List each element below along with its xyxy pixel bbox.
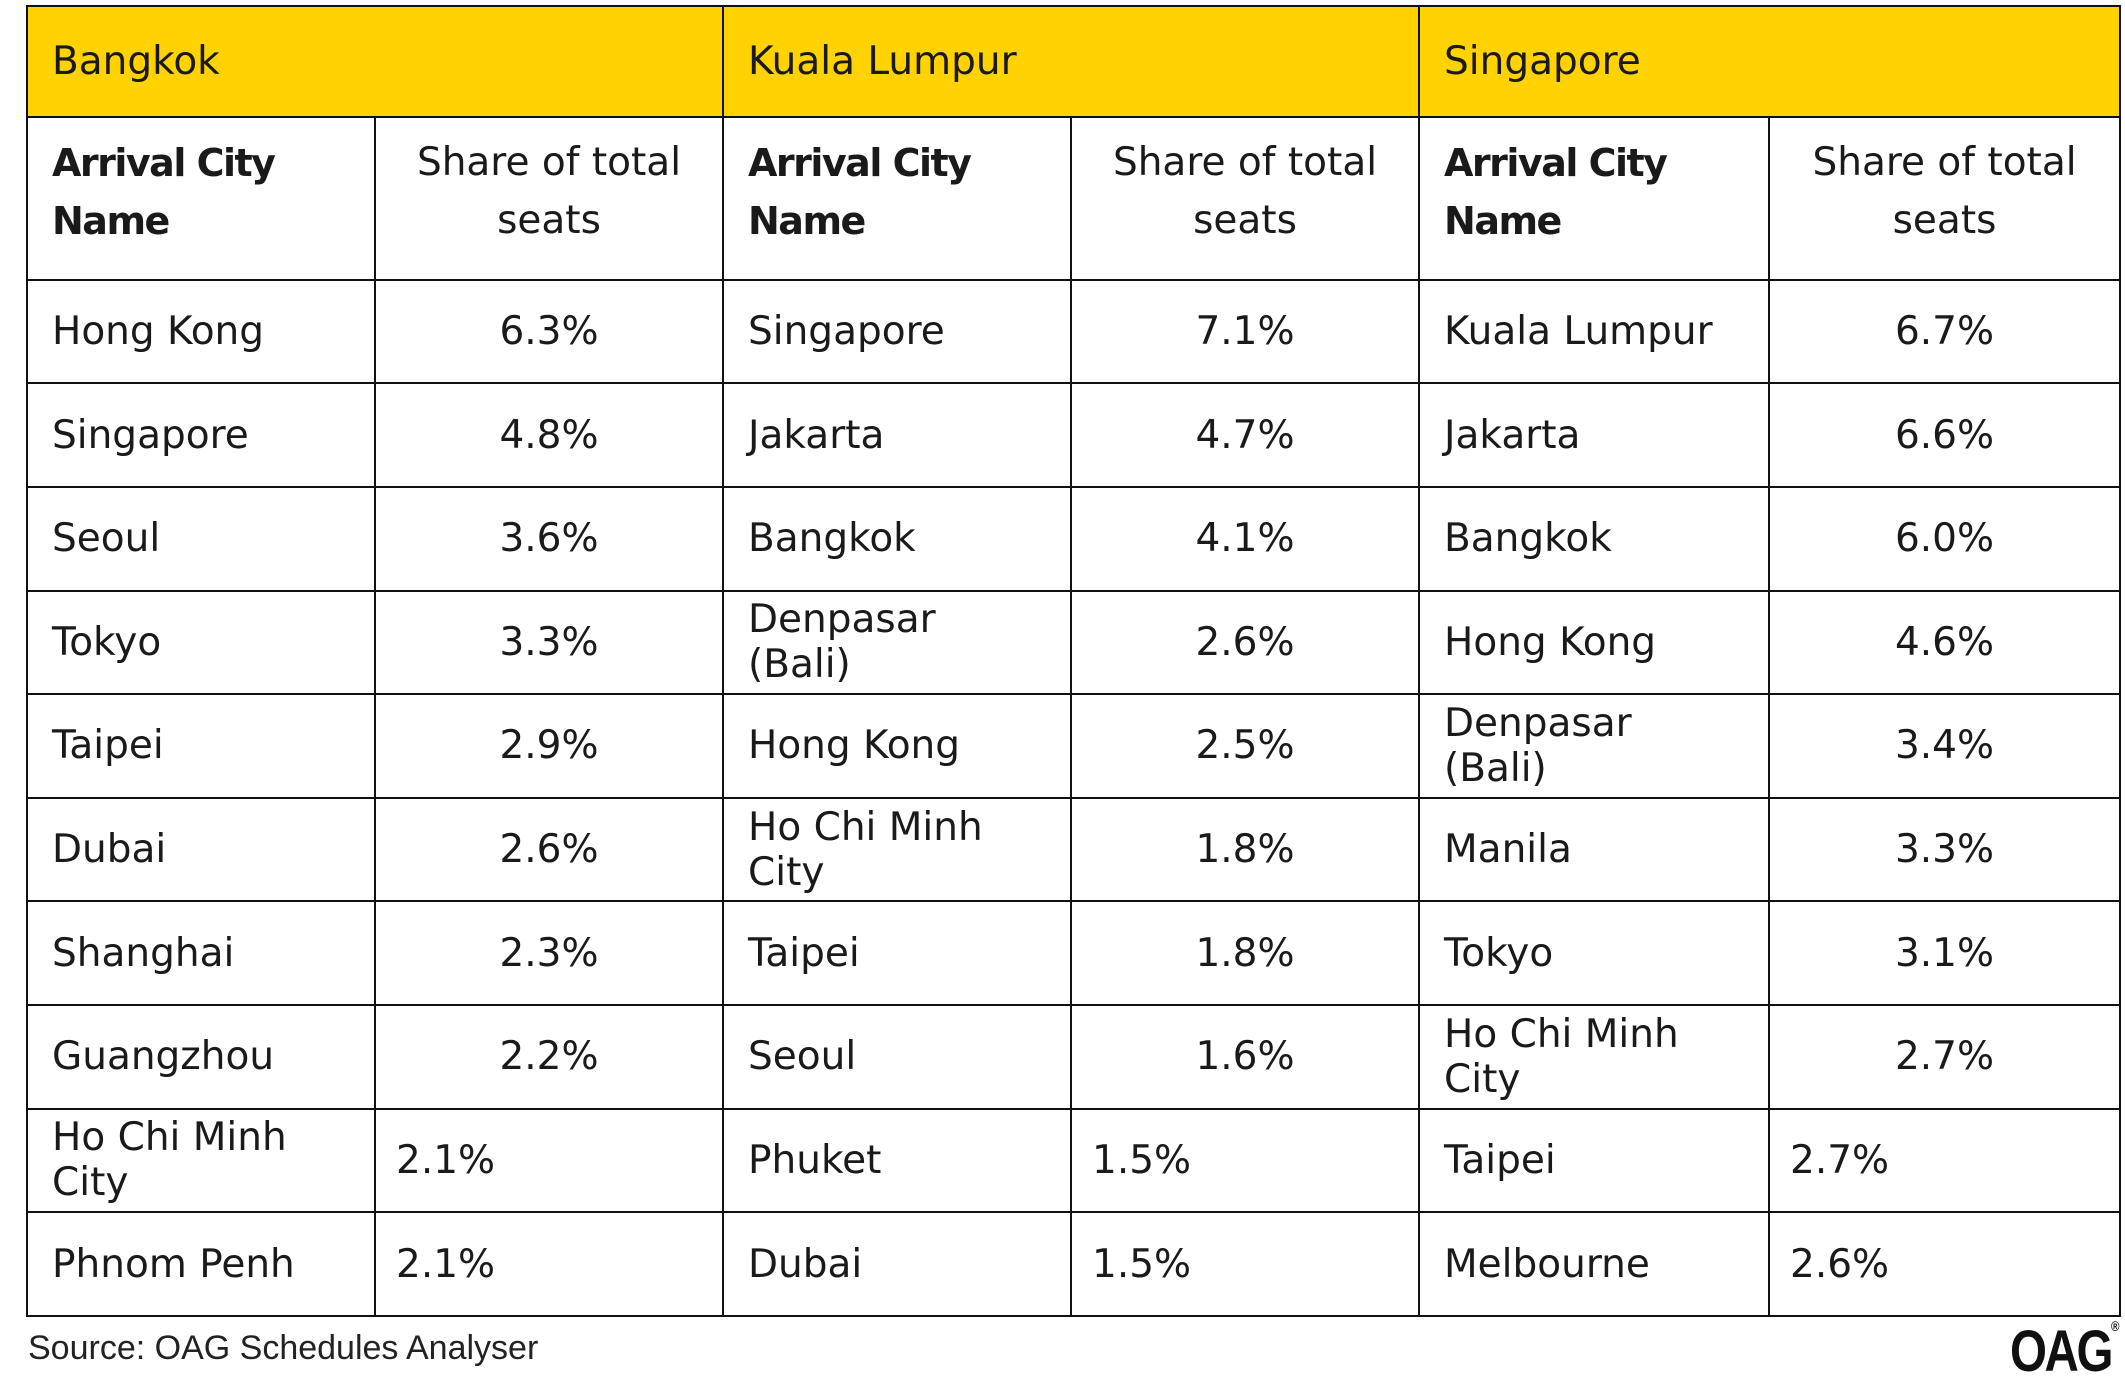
share-cell: 1.6%: [1071, 1005, 1419, 1109]
share-cell: 2.1%: [375, 1109, 723, 1213]
arrival-city-cell: Ho Chi Minh City: [723, 798, 1071, 902]
column-header-arrival-city: Arrival City Name: [1419, 117, 1769, 280]
share-cell: 4.8%: [375, 383, 723, 487]
oag-logo: OAG®: [2009, 1318, 2119, 1384]
share-cell: 3.3%: [375, 591, 723, 695]
share-cell: 4.7%: [1071, 383, 1419, 487]
share-cell: 3.6%: [375, 487, 723, 591]
share-cell: 2.6%: [375, 798, 723, 902]
arrival-city-cell: Singapore: [723, 280, 1071, 384]
table-row: [27, 591, 2120, 695]
arrival-city-cell: Jakarta: [723, 383, 1071, 487]
column-header-arrival-city: Arrival City Name: [27, 117, 375, 280]
share-cell: 1.5%: [1071, 1212, 1419, 1316]
arrival-city-cell: Phuket: [723, 1109, 1071, 1213]
arrival-city-cell: Taipei: [1419, 1109, 1769, 1213]
column-header-share: Share of total seats: [1071, 117, 1419, 280]
arrival-city-cell: Melbourne: [1419, 1212, 1769, 1316]
arrival-city-cell: Seoul: [723, 1005, 1071, 1109]
arrival-city-cell: Denpasar (Bali): [1419, 694, 1769, 798]
arrival-city-cell: Hong Kong: [1419, 591, 1769, 695]
table-row: [27, 487, 2120, 591]
city-header-singapore: Singapore: [1419, 6, 2120, 117]
arrival-city-cell: Dubai: [723, 1212, 1071, 1316]
arrival-city-cell: Tokyo: [1419, 901, 1769, 1005]
arrival-city-cell: Dubai: [27, 798, 375, 902]
arrival-city-cell: Taipei: [723, 901, 1071, 1005]
table-row: [27, 1212, 2120, 1316]
column-header-row: [27, 117, 2120, 280]
table-row: [27, 1005, 2120, 1109]
share-cell: 2.3%: [375, 901, 723, 1005]
arrival-city-cell: Denpasar (Bali): [723, 591, 1071, 695]
share-cell: 1.8%: [1071, 901, 1419, 1005]
table-row: [27, 798, 2120, 902]
arrival-city-cell: Ho Chi Minh City: [27, 1109, 375, 1213]
column-header-arrival-city: Arrival City Name: [723, 117, 1071, 280]
share-cell: 6.7%: [1769, 280, 2120, 384]
share-cell: 2.1%: [375, 1212, 723, 1316]
share-cell: 7.1%: [1071, 280, 1419, 384]
arrival-city-cell: Bangkok: [1419, 487, 1769, 591]
share-cell: 2.6%: [1769, 1212, 2120, 1316]
arrival-city-cell: Bangkok: [723, 487, 1071, 591]
arrival-city-cell: Phnom Penh: [27, 1212, 375, 1316]
source-note: Source: OAG Schedules Analyser: [28, 1329, 539, 1367]
arrival-city-cell: Taipei: [27, 694, 375, 798]
share-cell: 2.7%: [1769, 1005, 2120, 1109]
arrival-city-cell: Kuala Lumpur: [1419, 280, 1769, 384]
arrival-city-cell: Singapore: [27, 383, 375, 487]
share-cell: 6.6%: [1769, 383, 2120, 487]
table-row: [27, 280, 2120, 384]
column-header-share: Share of total seats: [375, 117, 723, 280]
share-cell: 6.3%: [375, 280, 723, 384]
arrival-city-cell: Jakarta: [1419, 383, 1769, 487]
share-cell: 2.6%: [1071, 591, 1419, 695]
arrival-city-cell: Seoul: [27, 487, 375, 591]
column-header-share: Share of total seats: [1769, 117, 2120, 280]
table-row: [27, 1109, 2120, 1213]
share-cell: 2.2%: [375, 1005, 723, 1109]
city-header-bangkok: Bangkok: [27, 6, 723, 117]
arrival-city-cell: Shanghai: [27, 901, 375, 1005]
share-cell: 4.6%: [1769, 591, 2120, 695]
share-cell: 3.4%: [1769, 694, 2120, 798]
arrival-city-cell: Hong Kong: [27, 280, 375, 384]
city-header-kuala-lumpur: Kuala Lumpur: [723, 6, 1419, 117]
share-cell: 1.8%: [1071, 798, 1419, 902]
share-cell: 6.0%: [1769, 487, 2120, 591]
share-cell: 2.9%: [375, 694, 723, 798]
share-cell: 1.5%: [1071, 1109, 1419, 1213]
arrival-city-cell: Tokyo: [27, 591, 375, 695]
table-row: [27, 383, 2120, 487]
city-header-row: [27, 6, 2120, 117]
share-cell: 3.3%: [1769, 798, 2120, 902]
share-cell: 4.1%: [1071, 487, 1419, 591]
share-cell: 2.7%: [1769, 1109, 2120, 1213]
share-cell: 2.5%: [1071, 694, 1419, 798]
table-row: [27, 694, 2120, 798]
table-row: [27, 901, 2120, 1005]
share-cell: 3.1%: [1769, 901, 2120, 1005]
arrival-share-table: [26, 5, 2121, 1317]
arrival-city-cell: Hong Kong: [723, 694, 1071, 798]
arrival-city-cell: Ho Chi Minh City: [1419, 1005, 1769, 1109]
arrival-city-cell: Manila: [1419, 798, 1769, 902]
arrival-city-cell: Guangzhou: [27, 1005, 375, 1109]
